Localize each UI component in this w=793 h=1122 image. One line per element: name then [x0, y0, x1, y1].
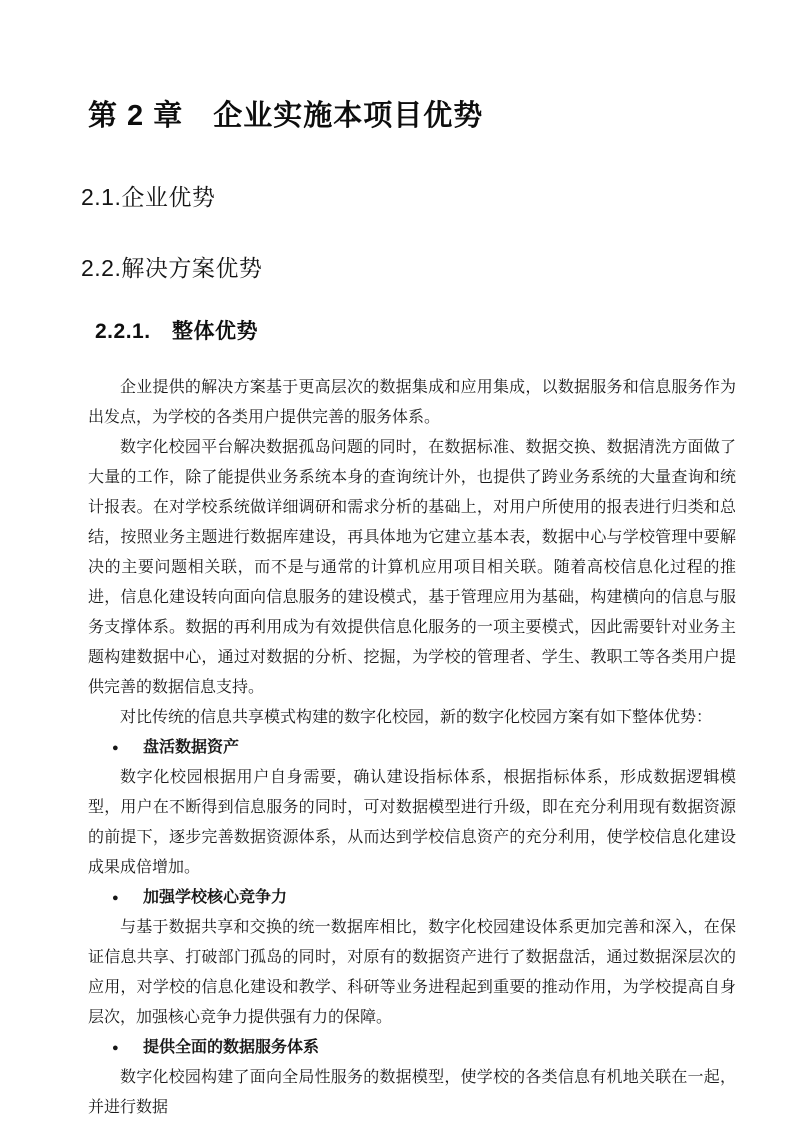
bullet-title-text: 提供全面的数据服务体系	[143, 1039, 320, 1057]
bullet-item-1-title	[88, 733, 736, 763]
bullet-item-3-title	[88, 1033, 736, 1063]
bullet-item-3-body: 数字化校园构建了面向全局性服务的数据模型，使学校的各类信息有机地关联在一起，并进行数据	[88, 1069, 736, 1117]
bullet-icon: ●	[112, 1042, 119, 1055]
bullet-icon: ●	[112, 892, 119, 905]
paragraph-intro: 企业提供的解决方案基于更高层次的数据集成和应用集成，以数据服务和信息服务作为出发点，为学校的各类用户提供完善的服务体系。	[88, 379, 736, 427]
bullet-item-2-body: 与基于数据共享和交换的统一数据库相比，数字化校园建设体系更加完善和深入，在保证信息共享、打破部门孤岛的同时，对原有的数据资产进行了数据盘活，通过数据深层次的应用，对学校的信息化建设和教学、科研等业务进程起到重要的推动作用，为学校提高自身层次，加强核心竞争力提供强有力的保障。	[88, 919, 736, 1027]
bullet-title-text: 盘活数据资产	[143, 739, 240, 757]
heading-2-2-1: 2.2.1. 整体优势	[95, 319, 259, 343]
paragraph-comparison-lead: 对比传统的信息共享模式构建的数字化校园，新的数字化校园方案有如下整体优势：	[120, 709, 713, 727]
paragraph-platform: 数字化校园平台解决数据孤岛问题的同时，在数据标准、数据交换、数据清洗方面做了大量的工作，除了能提供业务系统本身的查询统计外，也提供了跨业务系统的大量查询和统计报表。在对学校系统做详细调研和需求分析的基础上，对用户所使用的报表进行归类和总结，按照业务主题进行数据库建设，再具体地为它建立基本表，数据中心与学校管理中要解决的主要问题相关联，而不是与通常的计算机应用项目相关联。随着高校信息化过程的推进，信息化建设转向面向信息服务的建设模式，基于管理应用为基础，构建横向的信息与服务支撑体系。数据的再利用成为有效提供信息化服务的一项主要模式，因此需要针对业务主题构建数据中心，通过对数据的分析、挖掘，为学校的管理者、学生、教职工等各类用户提供完善的数据信息支持。	[88, 439, 736, 697]
bullet-title-text: 加强学校核心竞争力	[143, 889, 288, 907]
body-text	[88, 373, 736, 1122]
heading-2-1: 2.1.企业优势	[81, 183, 216, 210]
bullet-item-1-body: 数字化校园根据用户自身需要，确认建设指标体系，根据指标体系，形成数据逻辑模型，用户在不断得到信息服务的同时，可对数据模型进行升级，即在充分利用现有数据资源的前提下，逐步完善数据资源体系，从而达到学校信息资产的充分利用，使学校信息化建设成果成倍增加。	[88, 769, 736, 877]
chapter-title: 第 2 章 企业实施本项目优势	[88, 100, 484, 132]
bullet-icon: ●	[112, 742, 119, 755]
bullet-item-2-title	[88, 883, 736, 913]
heading-2-2: 2.2.解决方案优势	[81, 255, 263, 282]
page-content	[81, 0, 736, 1122]
